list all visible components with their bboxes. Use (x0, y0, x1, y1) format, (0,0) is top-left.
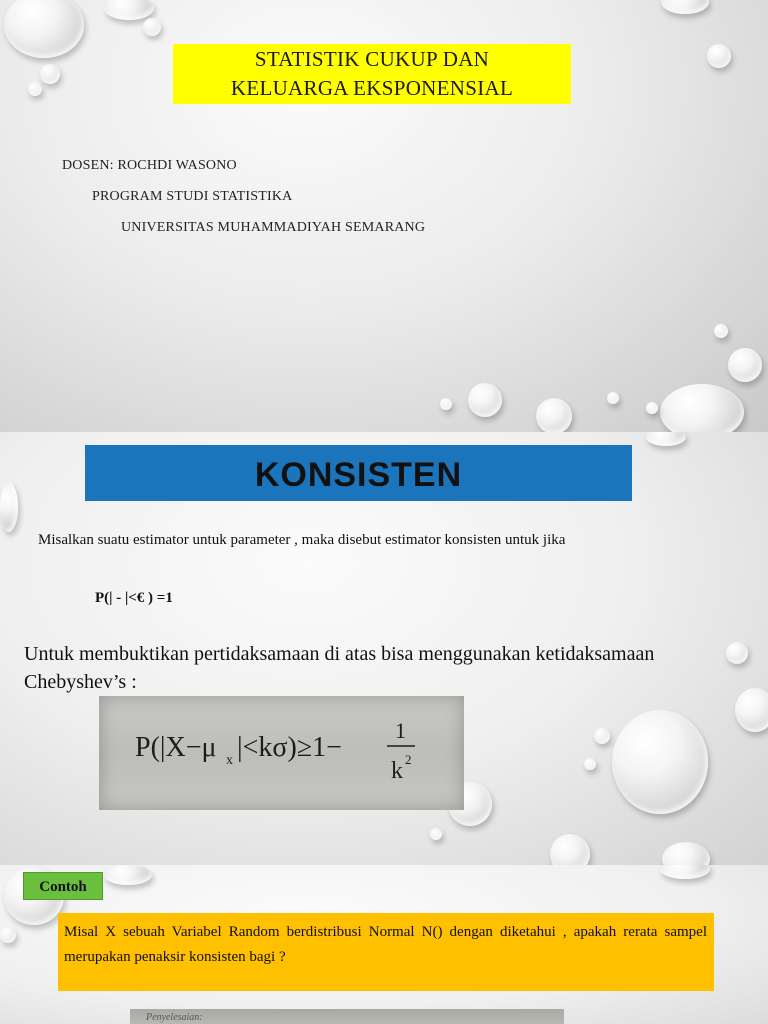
water-drop-decoration (104, 865, 152, 885)
water-drop-decoration (0, 927, 16, 943)
slide-title (173, 44, 571, 104)
water-drop-decoration (726, 642, 748, 664)
water-drop-decoration (40, 64, 60, 84)
slide-title-line: STATISTIK CUKUP DAN (254, 47, 490, 71)
chebyshev-numerator: 1 (395, 718, 406, 743)
chebyshev-exponent: 2 (405, 752, 412, 767)
chebyshev-mid: |<kσ)≥1− (237, 732, 342, 763)
example-question: Misal X sebuah Variabel Random berdistribusi Normal N() dengan diketahui , apakah rerata sampel merupakan penaksir konsisten bagi ? (58, 913, 714, 991)
water-drop-decoration (607, 392, 619, 404)
water-drop-decoration (714, 324, 728, 338)
chebyshev-denominator: k (391, 758, 403, 784)
water-drop-decoration (468, 383, 502, 417)
chebyshev-lhs: P(|X−μ (135, 732, 217, 763)
chebyshev-inequality-image (99, 696, 464, 810)
water-drop-decoration (735, 688, 768, 732)
water-drop-decoration (646, 432, 686, 446)
water-drop-decoration (660, 865, 710, 879)
water-drop-decoration (143, 18, 161, 36)
water-drop-decoration (728, 348, 762, 382)
proof-text: Untuk membuktikan pertidaksamaan di atas bisa menggunakan ketidaksamaan Chebyshev’s : (24, 643, 655, 693)
water-drop-decoration (662, 842, 710, 865)
water-drop-decoration (594, 728, 610, 744)
solution-caption: Penyelesaian: (146, 1012, 203, 1023)
example-label: Contoh (23, 872, 103, 900)
title-slide (0, 0, 768, 432)
water-drop-decoration (550, 834, 590, 865)
slide-heading: KONSISTEN (85, 445, 632, 501)
solution-image (130, 1009, 564, 1024)
water-drop-decoration (661, 0, 709, 14)
example-slide (0, 865, 768, 1024)
study-program: PROGRAM STUDI STATISTIKA (92, 189, 293, 204)
water-drop-decoration (430, 828, 442, 840)
water-drop-decoration (104, 0, 154, 20)
water-drop-decoration (612, 710, 708, 814)
slide-title-line: KELUARGA EKSPONENSIAL (230, 76, 514, 100)
water-drop-decoration (584, 758, 596, 770)
konsisten-slide (0, 432, 768, 865)
water-drop-decoration (646, 402, 658, 414)
water-drop-decoration (660, 384, 744, 432)
water-drop-decoration (28, 82, 42, 96)
water-drop-decoration (707, 44, 731, 68)
water-drop-decoration (440, 398, 452, 410)
water-drop-decoration (4, 0, 84, 58)
water-drop-decoration (536, 398, 572, 432)
definition-text: Misalkan suatu estimator untuk parameter , maka disebut estimator konsisten untuk jika (38, 532, 566, 548)
lecturer-name: DOSEN: ROCHDI WASONO (62, 158, 237, 173)
university-name: UNIVERSITAS MUHAMMADIYAH SEMARANG (121, 220, 426, 235)
water-drop-decoration (0, 482, 18, 532)
consistency-formula: P(| - |<€ ) =1 (95, 590, 173, 606)
chebyshev-subscript: x (226, 753, 233, 768)
